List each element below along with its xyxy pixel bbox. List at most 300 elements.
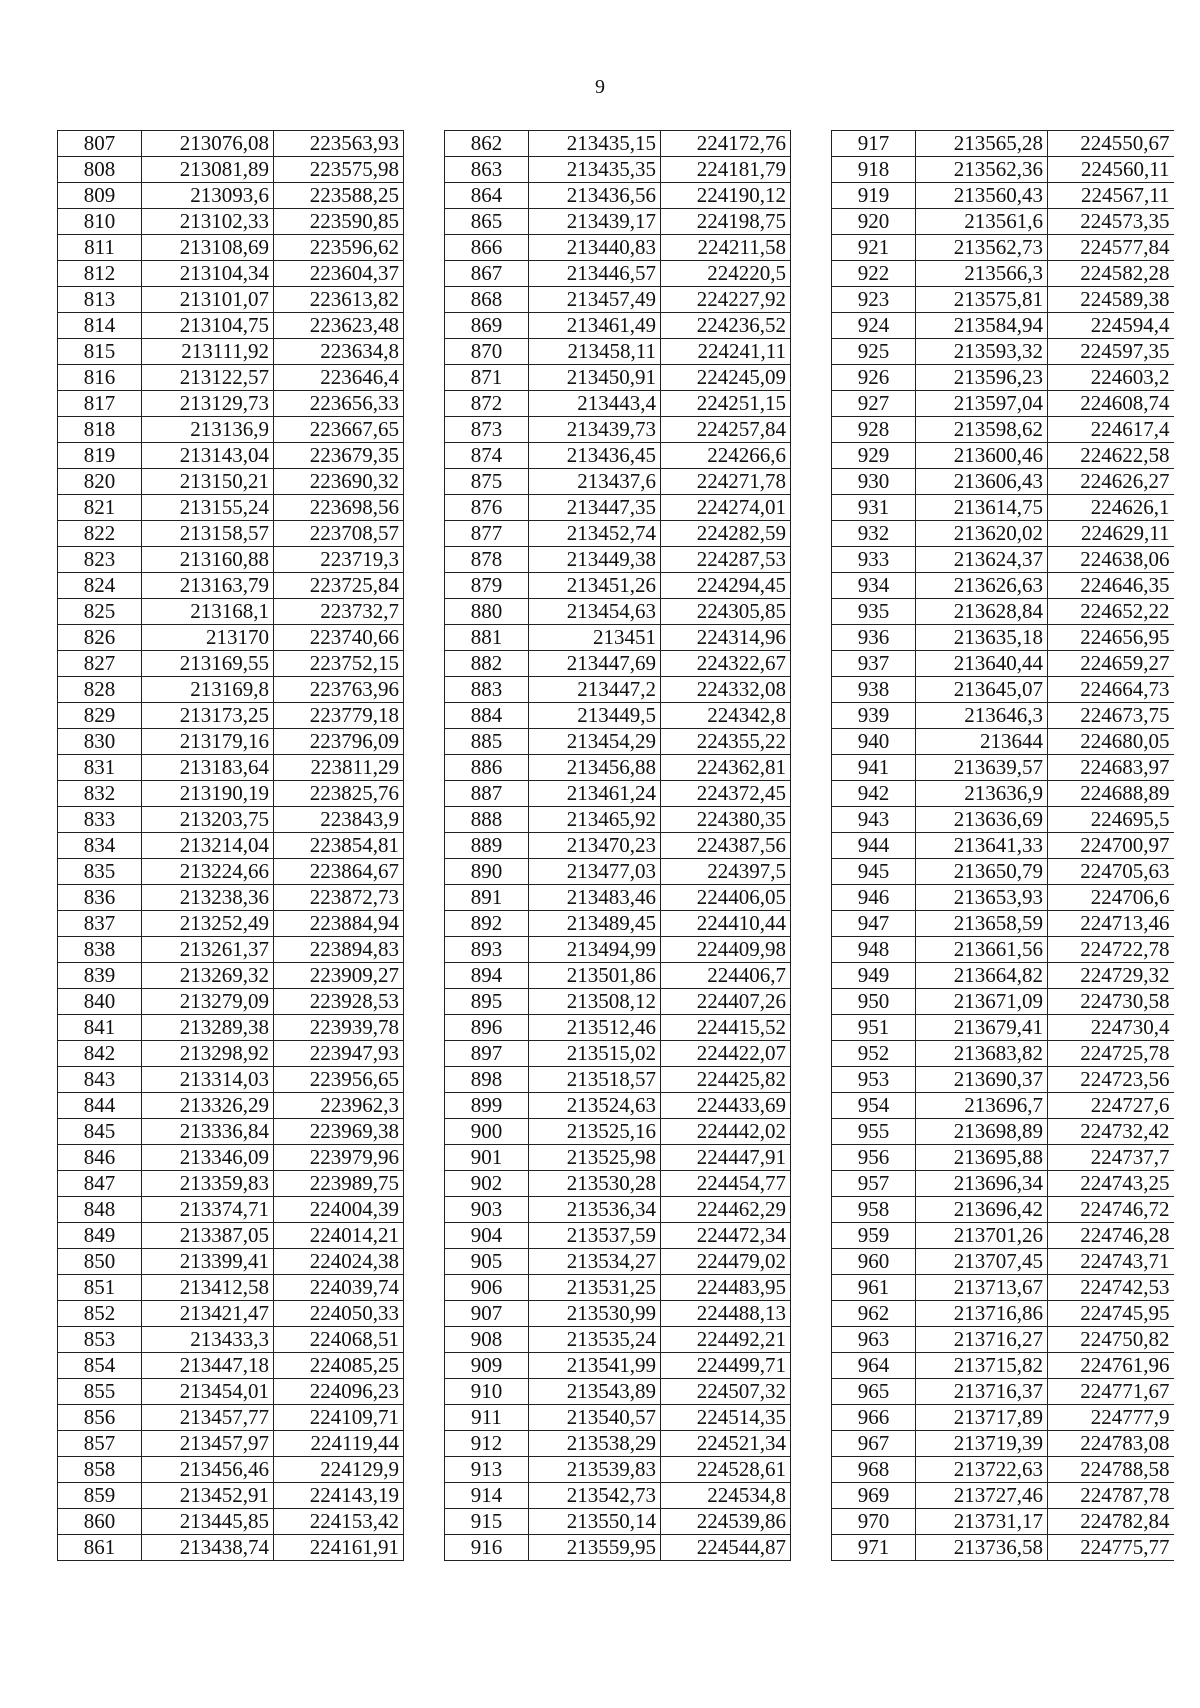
y-coordinate-cell: 224409,98 xyxy=(661,937,791,963)
table-row xyxy=(445,1041,791,1067)
point-number-cell: 927 xyxy=(832,391,916,417)
table-row xyxy=(58,365,404,391)
x-coordinate-cell: 213168,1 xyxy=(142,599,274,625)
x-coordinate-cell: 213449,38 xyxy=(529,547,661,573)
x-coordinate-cell: 213183,64 xyxy=(142,755,274,781)
table-row xyxy=(832,677,1174,703)
table-row xyxy=(58,209,404,235)
x-coordinate-cell: 213597,04 xyxy=(916,391,1048,417)
point-number-cell: 946 xyxy=(832,885,916,911)
table-row xyxy=(58,417,404,443)
x-coordinate-cell: 213076,08 xyxy=(142,131,274,157)
table-row xyxy=(832,287,1174,313)
x-coordinate-cell: 213261,37 xyxy=(142,937,274,963)
table-row xyxy=(445,365,791,391)
y-coordinate-cell: 224271,78 xyxy=(661,469,791,495)
x-coordinate-cell: 213650,79 xyxy=(916,859,1048,885)
x-coordinate-cell: 213435,15 xyxy=(529,131,661,157)
point-number-cell: 827 xyxy=(58,651,142,677)
y-coordinate-cell: 224085,25 xyxy=(274,1353,404,1379)
x-coordinate-cell: 213664,82 xyxy=(916,963,1048,989)
table-row xyxy=(832,703,1174,729)
table-row xyxy=(445,833,791,859)
point-number-cell: 942 xyxy=(832,781,916,807)
x-coordinate-cell: 213614,75 xyxy=(916,495,1048,521)
y-coordinate-cell: 223811,29 xyxy=(274,755,404,781)
y-coordinate-cell: 224743,25 xyxy=(1048,1171,1174,1197)
point-number-cell: 898 xyxy=(445,1067,529,1093)
point-number-cell: 914 xyxy=(445,1483,529,1509)
x-coordinate-cell: 213179,16 xyxy=(142,729,274,755)
y-coordinate-cell: 224362,81 xyxy=(661,755,791,781)
x-coordinate-cell: 213438,74 xyxy=(142,1535,274,1561)
table-row xyxy=(58,911,404,937)
point-number-cell: 869 xyxy=(445,313,529,339)
point-number-cell: 900 xyxy=(445,1119,529,1145)
y-coordinate-cell: 224700,97 xyxy=(1048,833,1174,859)
table-row xyxy=(58,391,404,417)
table-row xyxy=(58,157,404,183)
table-row xyxy=(832,1457,1174,1483)
y-coordinate-cell: 223719,3 xyxy=(274,547,404,573)
y-coordinate-cell: 223864,67 xyxy=(274,859,404,885)
table-row xyxy=(445,1301,791,1327)
x-coordinate-cell: 213457,97 xyxy=(142,1431,274,1457)
x-coordinate-cell: 213269,32 xyxy=(142,963,274,989)
y-coordinate-cell: 224119,44 xyxy=(274,1431,404,1457)
x-coordinate-cell: 213436,45 xyxy=(529,443,661,469)
table-row xyxy=(58,625,404,651)
point-number-cell: 831 xyxy=(58,755,142,781)
table-row xyxy=(445,547,791,573)
table-row xyxy=(832,547,1174,573)
point-number-cell: 842 xyxy=(58,1041,142,1067)
table-row xyxy=(445,1405,791,1431)
point-number-cell: 855 xyxy=(58,1379,142,1405)
y-coordinate-cell: 224775,77 xyxy=(1048,1535,1174,1561)
x-coordinate-cell: 213314,03 xyxy=(142,1067,274,1093)
x-coordinate-cell: 213538,29 xyxy=(529,1431,661,1457)
y-coordinate-cell: 224483,95 xyxy=(661,1275,791,1301)
table-row xyxy=(58,703,404,729)
table-row xyxy=(832,313,1174,339)
x-coordinate-cell: 213443,4 xyxy=(529,391,661,417)
point-number-cell: 959 xyxy=(832,1223,916,1249)
point-number-cell: 857 xyxy=(58,1431,142,1457)
y-coordinate-cell: 223667,65 xyxy=(274,417,404,443)
table-row xyxy=(445,1249,791,1275)
table-row xyxy=(445,599,791,625)
y-coordinate-cell: 224782,84 xyxy=(1048,1509,1174,1535)
table-row xyxy=(832,1301,1174,1327)
point-number-cell: 813 xyxy=(58,287,142,313)
table-row xyxy=(832,859,1174,885)
point-number-cell: 908 xyxy=(445,1327,529,1353)
x-coordinate-cell: 213155,24 xyxy=(142,495,274,521)
y-coordinate-cell: 224109,71 xyxy=(274,1405,404,1431)
x-coordinate-cell: 213713,67 xyxy=(916,1275,1048,1301)
table-row xyxy=(832,235,1174,261)
point-number-cell: 941 xyxy=(832,755,916,781)
table-row xyxy=(58,1119,404,1145)
y-coordinate-cell: 224014,21 xyxy=(274,1223,404,1249)
y-coordinate-cell: 224305,85 xyxy=(661,599,791,625)
x-coordinate-cell: 213435,35 xyxy=(529,157,661,183)
table-row xyxy=(445,1379,791,1405)
x-coordinate-cell: 213736,58 xyxy=(916,1535,1048,1561)
y-coordinate-cell: 224617,4 xyxy=(1048,417,1174,443)
x-coordinate-cell: 213530,28 xyxy=(529,1171,661,1197)
y-coordinate-cell: 224761,96 xyxy=(1048,1353,1174,1379)
y-coordinate-cell: 223796,09 xyxy=(274,729,404,755)
y-coordinate-cell: 224342,8 xyxy=(661,703,791,729)
point-number-cell: 943 xyxy=(832,807,916,833)
y-coordinate-cell: 224723,56 xyxy=(1048,1067,1174,1093)
table-row xyxy=(445,1535,791,1561)
table-row xyxy=(832,1275,1174,1301)
point-number-cell: 823 xyxy=(58,547,142,573)
x-coordinate-cell: 213646,3 xyxy=(916,703,1048,729)
point-number-cell: 858 xyxy=(58,1457,142,1483)
point-number-cell: 882 xyxy=(445,651,529,677)
table-row xyxy=(445,703,791,729)
x-coordinate-cell: 213661,56 xyxy=(916,937,1048,963)
x-coordinate-cell: 213470,23 xyxy=(529,833,661,859)
point-number-cell: 963 xyxy=(832,1327,916,1353)
x-coordinate-cell: 213562,73 xyxy=(916,235,1048,261)
table-row xyxy=(832,1145,1174,1171)
point-number-cell: 846 xyxy=(58,1145,142,1171)
point-number-cell: 871 xyxy=(445,365,529,391)
y-coordinate-cell: 224528,61 xyxy=(661,1457,791,1483)
point-number-cell: 957 xyxy=(832,1171,916,1197)
table-row xyxy=(58,1483,404,1509)
table-row xyxy=(58,885,404,911)
point-number-cell: 859 xyxy=(58,1483,142,1509)
x-coordinate-cell: 213129,73 xyxy=(142,391,274,417)
table-row xyxy=(445,391,791,417)
table-row xyxy=(832,1353,1174,1379)
y-coordinate-cell: 223623,48 xyxy=(274,313,404,339)
table-row xyxy=(58,1301,404,1327)
table-row xyxy=(58,1093,404,1119)
table-row xyxy=(445,677,791,703)
table-row xyxy=(445,209,791,235)
point-number-cell: 967 xyxy=(832,1431,916,1457)
x-coordinate-cell: 213160,88 xyxy=(142,547,274,573)
point-number-cell: 854 xyxy=(58,1353,142,1379)
x-coordinate-cell: 213716,27 xyxy=(916,1327,1048,1353)
y-coordinate-cell: 224322,67 xyxy=(661,651,791,677)
point-number-cell: 962 xyxy=(832,1301,916,1327)
table-row xyxy=(445,1067,791,1093)
table-row xyxy=(832,1197,1174,1223)
table-row xyxy=(445,443,791,469)
y-coordinate-cell: 224442,02 xyxy=(661,1119,791,1145)
x-coordinate-cell: 213722,63 xyxy=(916,1457,1048,1483)
point-number-cell: 897 xyxy=(445,1041,529,1067)
x-coordinate-cell: 213279,09 xyxy=(142,989,274,1015)
y-coordinate-cell: 223884,94 xyxy=(274,911,404,937)
y-coordinate-cell: 224783,08 xyxy=(1048,1431,1174,1457)
table-row xyxy=(832,807,1174,833)
point-number-cell: 921 xyxy=(832,235,916,261)
point-number-cell: 808 xyxy=(58,157,142,183)
y-coordinate-cell: 224787,78 xyxy=(1048,1483,1174,1509)
point-number-cell: 834 xyxy=(58,833,142,859)
y-coordinate-cell: 224039,74 xyxy=(274,1275,404,1301)
x-coordinate-cell: 213169,8 xyxy=(142,677,274,703)
point-number-cell: 950 xyxy=(832,989,916,1015)
point-number-cell: 894 xyxy=(445,963,529,989)
point-number-cell: 935 xyxy=(832,599,916,625)
y-coordinate-cell: 224172,76 xyxy=(661,131,791,157)
table-row xyxy=(58,833,404,859)
y-coordinate-cell: 224499,71 xyxy=(661,1353,791,1379)
table-row xyxy=(58,1171,404,1197)
y-coordinate-cell: 224332,08 xyxy=(661,677,791,703)
y-coordinate-cell: 224211,58 xyxy=(661,235,791,261)
table-row xyxy=(58,1275,404,1301)
x-coordinate-cell: 213508,12 xyxy=(529,989,661,1015)
y-coordinate-cell: 224656,95 xyxy=(1048,625,1174,651)
y-coordinate-cell: 224683,97 xyxy=(1048,755,1174,781)
point-number-cell: 876 xyxy=(445,495,529,521)
point-number-cell: 923 xyxy=(832,287,916,313)
x-coordinate-cell: 213173,25 xyxy=(142,703,274,729)
table-row xyxy=(58,1197,404,1223)
x-coordinate-cell: 213457,49 xyxy=(529,287,661,313)
x-coordinate-cell: 213452,91 xyxy=(142,1483,274,1509)
point-number-cell: 896 xyxy=(445,1015,529,1041)
x-coordinate-cell: 213707,45 xyxy=(916,1249,1048,1275)
y-coordinate-cell: 224727,6 xyxy=(1048,1093,1174,1119)
table-row xyxy=(832,443,1174,469)
x-coordinate-cell: 213598,62 xyxy=(916,417,1048,443)
y-coordinate-cell: 224626,27 xyxy=(1048,469,1174,495)
point-number-cell: 840 xyxy=(58,989,142,1015)
table-row xyxy=(832,1483,1174,1509)
table-row xyxy=(58,1405,404,1431)
y-coordinate-cell: 224507,32 xyxy=(661,1379,791,1405)
x-coordinate-cell: 213635,18 xyxy=(916,625,1048,651)
x-coordinate-cell: 213483,46 xyxy=(529,885,661,911)
y-coordinate-cell: 223613,82 xyxy=(274,287,404,313)
x-coordinate-cell: 213102,33 xyxy=(142,209,274,235)
table-row xyxy=(832,261,1174,287)
x-coordinate-cell: 213238,36 xyxy=(142,885,274,911)
point-number-cell: 922 xyxy=(832,261,916,287)
x-coordinate-cell: 213624,37 xyxy=(916,547,1048,573)
x-coordinate-cell: 213190,19 xyxy=(142,781,274,807)
point-number-cell: 961 xyxy=(832,1275,916,1301)
point-number-cell: 968 xyxy=(832,1457,916,1483)
y-coordinate-cell: 224646,35 xyxy=(1048,573,1174,599)
point-number-cell: 955 xyxy=(832,1119,916,1145)
x-coordinate-cell: 213477,03 xyxy=(529,859,661,885)
y-coordinate-cell: 223575,98 xyxy=(274,157,404,183)
point-number-cell: 940 xyxy=(832,729,916,755)
y-coordinate-cell: 223825,76 xyxy=(274,781,404,807)
point-number-cell: 895 xyxy=(445,989,529,1015)
y-coordinate-cell: 224245,09 xyxy=(661,365,791,391)
x-coordinate-cell: 213458,11 xyxy=(529,339,661,365)
table-row xyxy=(832,729,1174,755)
y-coordinate-cell: 224725,78 xyxy=(1048,1041,1174,1067)
table-row xyxy=(445,1171,791,1197)
point-number-cell: 832 xyxy=(58,781,142,807)
y-coordinate-cell: 224227,92 xyxy=(661,287,791,313)
y-coordinate-cell: 224626,1 xyxy=(1048,495,1174,521)
point-number-cell: 874 xyxy=(445,443,529,469)
table-row xyxy=(832,625,1174,651)
table-row xyxy=(832,937,1174,963)
point-number-cell: 884 xyxy=(445,703,529,729)
table-row xyxy=(832,1509,1174,1535)
x-coordinate-cell: 213690,37 xyxy=(916,1067,1048,1093)
y-coordinate-cell: 224472,34 xyxy=(661,1223,791,1249)
point-number-cell: 826 xyxy=(58,625,142,651)
point-number-cell: 852 xyxy=(58,1301,142,1327)
y-coordinate-cell: 224415,52 xyxy=(661,1015,791,1041)
x-coordinate-cell: 213136,9 xyxy=(142,417,274,443)
x-coordinate-cell: 213437,6 xyxy=(529,469,661,495)
x-coordinate-cell: 213461,49 xyxy=(529,313,661,339)
x-coordinate-cell: 213214,04 xyxy=(142,833,274,859)
y-coordinate-cell: 223909,27 xyxy=(274,963,404,989)
table-row xyxy=(832,989,1174,1015)
table-row xyxy=(832,1405,1174,1431)
y-coordinate-cell: 224266,6 xyxy=(661,443,791,469)
point-number-cell: 945 xyxy=(832,859,916,885)
table-row xyxy=(832,1041,1174,1067)
table-row xyxy=(445,1119,791,1145)
point-number-cell: 817 xyxy=(58,391,142,417)
x-coordinate-cell: 213439,17 xyxy=(529,209,661,235)
point-number-cell: 862 xyxy=(445,131,529,157)
table-row xyxy=(832,1067,1174,1093)
y-coordinate-cell: 224181,79 xyxy=(661,157,791,183)
point-number-cell: 913 xyxy=(445,1457,529,1483)
x-coordinate-cell: 213461,24 xyxy=(529,781,661,807)
y-coordinate-cell: 224433,69 xyxy=(661,1093,791,1119)
y-coordinate-cell: 223962,3 xyxy=(274,1093,404,1119)
x-coordinate-cell: 213683,82 xyxy=(916,1041,1048,1067)
x-coordinate-cell: 213445,85 xyxy=(142,1509,274,1535)
table-row xyxy=(58,1509,404,1535)
x-coordinate-cell: 213326,29 xyxy=(142,1093,274,1119)
y-coordinate-cell: 223732,7 xyxy=(274,599,404,625)
x-coordinate-cell: 213539,83 xyxy=(529,1457,661,1483)
x-coordinate-cell: 213412,58 xyxy=(142,1275,274,1301)
x-coordinate-cell: 213101,07 xyxy=(142,287,274,313)
point-number-cell: 888 xyxy=(445,807,529,833)
y-coordinate-cell: 224422,07 xyxy=(661,1041,791,1067)
point-number-cell: 856 xyxy=(58,1405,142,1431)
table-row xyxy=(832,781,1174,807)
point-number-cell: 953 xyxy=(832,1067,916,1093)
point-number-cell: 905 xyxy=(445,1249,529,1275)
x-coordinate-cell: 213439,73 xyxy=(529,417,661,443)
table-row xyxy=(832,391,1174,417)
table-row xyxy=(58,495,404,521)
table-row xyxy=(58,807,404,833)
y-coordinate-cell: 224638,06 xyxy=(1048,547,1174,573)
y-coordinate-cell: 223843,9 xyxy=(274,807,404,833)
point-number-cell: 893 xyxy=(445,937,529,963)
point-number-cell: 833 xyxy=(58,807,142,833)
y-coordinate-cell: 224287,53 xyxy=(661,547,791,573)
x-coordinate-cell: 213636,9 xyxy=(916,781,1048,807)
x-coordinate-cell: 213436,56 xyxy=(529,183,661,209)
x-coordinate-cell: 213449,5 xyxy=(529,703,661,729)
y-coordinate-cell: 224567,11 xyxy=(1048,183,1174,209)
point-number-cell: 933 xyxy=(832,547,916,573)
point-number-cell: 964 xyxy=(832,1353,916,1379)
y-coordinate-cell: 224746,72 xyxy=(1048,1197,1174,1223)
point-number-cell: 841 xyxy=(58,1015,142,1041)
y-coordinate-cell: 224462,29 xyxy=(661,1197,791,1223)
y-coordinate-cell: 224737,7 xyxy=(1048,1145,1174,1171)
table-row xyxy=(58,859,404,885)
point-number-cell: 809 xyxy=(58,183,142,209)
x-coordinate-cell: 213104,75 xyxy=(142,313,274,339)
table-row xyxy=(58,677,404,703)
point-number-cell: 928 xyxy=(832,417,916,443)
y-coordinate-cell: 224190,12 xyxy=(661,183,791,209)
table-row xyxy=(832,911,1174,937)
point-number-cell: 850 xyxy=(58,1249,142,1275)
table-row xyxy=(58,261,404,287)
y-coordinate-cell: 224582,28 xyxy=(1048,261,1174,287)
point-number-cell: 837 xyxy=(58,911,142,937)
table-row xyxy=(832,157,1174,183)
x-coordinate-cell: 213501,86 xyxy=(529,963,661,989)
y-coordinate-cell: 224573,35 xyxy=(1048,209,1174,235)
x-coordinate-cell: 213620,02 xyxy=(916,521,1048,547)
y-coordinate-cell: 224096,23 xyxy=(274,1379,404,1405)
table-row xyxy=(445,1015,791,1041)
table-row xyxy=(832,599,1174,625)
table-row xyxy=(445,1197,791,1223)
table-row xyxy=(58,339,404,365)
x-coordinate-cell: 213252,49 xyxy=(142,911,274,937)
y-coordinate-cell: 224488,13 xyxy=(661,1301,791,1327)
y-coordinate-cell: 224659,27 xyxy=(1048,651,1174,677)
coordinates-table-1 xyxy=(57,130,404,1561)
x-coordinate-cell: 213456,88 xyxy=(529,755,661,781)
y-coordinate-cell: 223939,78 xyxy=(274,1015,404,1041)
point-number-cell: 863 xyxy=(445,157,529,183)
table-row xyxy=(832,963,1174,989)
x-coordinate-cell: 213170 xyxy=(142,625,274,651)
table-row xyxy=(445,313,791,339)
table-row xyxy=(445,859,791,885)
y-coordinate-cell: 224544,87 xyxy=(661,1535,791,1561)
x-coordinate-cell: 213626,63 xyxy=(916,573,1048,599)
table-row xyxy=(58,183,404,209)
point-number-cell: 879 xyxy=(445,573,529,599)
x-coordinate-cell: 213641,33 xyxy=(916,833,1048,859)
x-coordinate-cell: 213457,77 xyxy=(142,1405,274,1431)
y-coordinate-cell: 223596,62 xyxy=(274,235,404,261)
table-row xyxy=(832,365,1174,391)
table-row xyxy=(58,1067,404,1093)
table-row xyxy=(58,1249,404,1275)
table-row xyxy=(445,1431,791,1457)
x-coordinate-cell: 213298,92 xyxy=(142,1041,274,1067)
x-coordinate-cell: 213727,46 xyxy=(916,1483,1048,1509)
